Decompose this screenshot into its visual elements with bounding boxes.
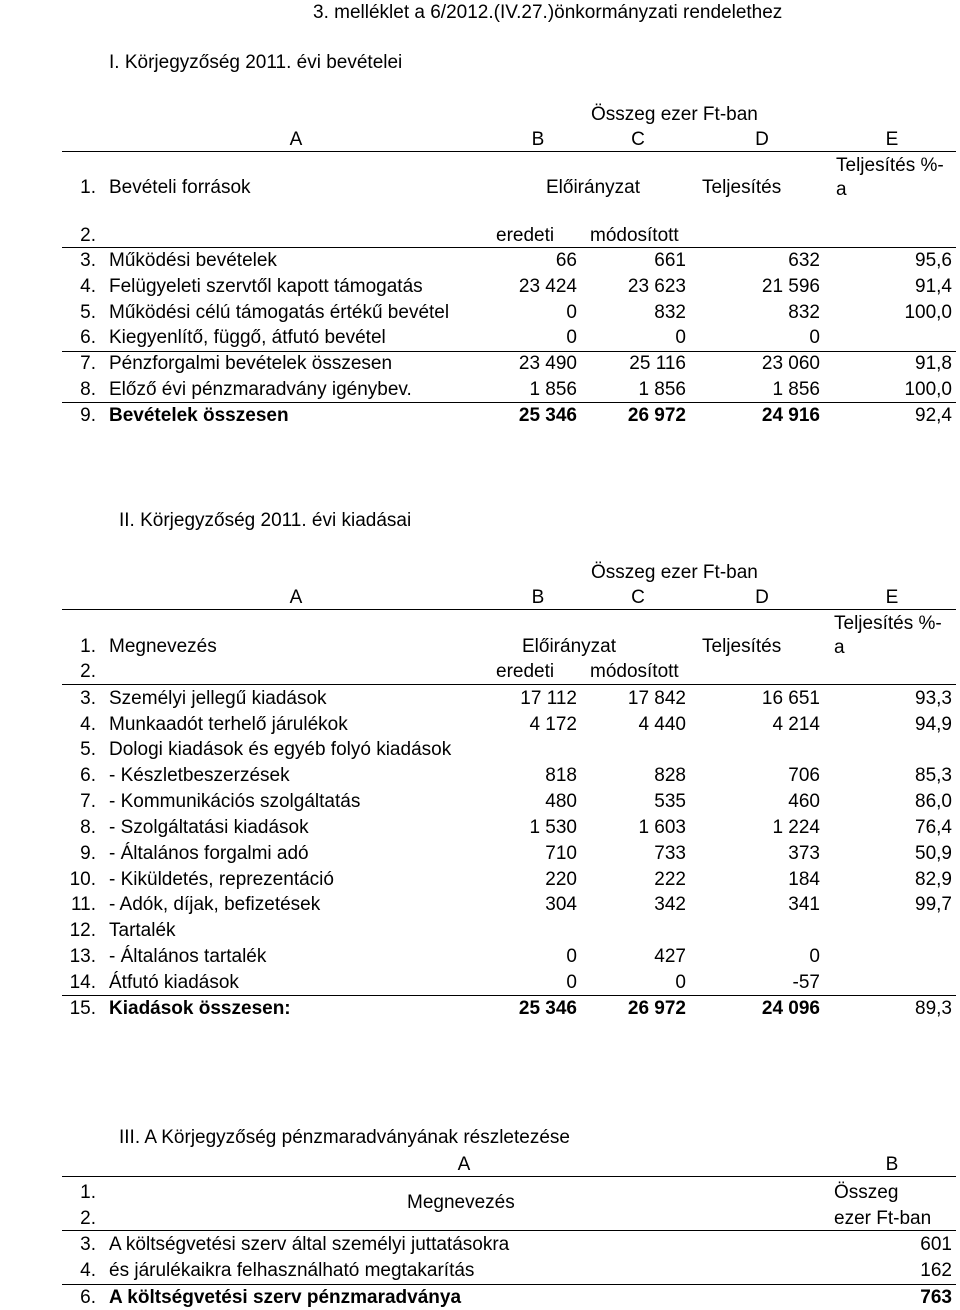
row-number: 9. <box>80 405 96 426</box>
row-label: Előző évi pénzmaradvány igénybev. <box>109 379 412 400</box>
amount-value: 601 <box>920 1234 952 1255</box>
row-number: 6. <box>80 1287 96 1308</box>
modified-value: 26 972 <box>627 405 686 426</box>
plan-header: Előirányzat <box>546 177 640 198</box>
original-value: 304 <box>545 894 577 915</box>
row-label: Tartalék <box>109 920 176 941</box>
modified-value: 1 856 <box>638 379 686 400</box>
original-value: 23 490 <box>518 353 577 374</box>
original-value: 220 <box>545 869 577 890</box>
section2-amount-caption: Összeg ezer Ft-ban <box>591 562 758 583</box>
plan-header: Előirányzat <box>522 636 616 657</box>
section2-divider <box>62 609 956 610</box>
done-value: 21 596 <box>761 276 820 297</box>
column-label: Megnevezés <box>109 636 217 657</box>
modified-header: módosított <box>590 225 679 246</box>
column-label: Megnevezés <box>407 1192 515 1213</box>
modified-value: 661 <box>654 250 686 271</box>
original-value: 23 424 <box>518 276 577 297</box>
pct-value: 91,8 <box>915 353 952 374</box>
done-value: -57 <box>792 972 820 993</box>
row-number: 6. <box>80 765 96 786</box>
col-letter-b: B <box>531 587 545 608</box>
col-letter-e: E <box>885 129 899 150</box>
modified-value: 222 <box>654 869 686 890</box>
pct-value: 99,7 <box>915 894 952 915</box>
col-letter-b: B <box>531 129 545 150</box>
row-label: Működési célú támogatás értékű bevétel <box>109 302 450 323</box>
row-number: 2. <box>80 661 96 682</box>
modified-value: 26 972 <box>627 998 686 1019</box>
row-label: Felügyeleti szervtől kapott támogatás <box>109 276 423 297</box>
row-number: 4. <box>80 276 96 297</box>
row-number: 9. <box>80 843 96 864</box>
row-label: Pénzforgalmi bevételek összesen <box>109 353 393 374</box>
amount-header-line1: Összeg <box>834 1182 899 1203</box>
pct-header-line2: a <box>836 179 847 200</box>
original-value: 25 346 <box>518 405 577 426</box>
modified-value: 17 842 <box>627 688 686 709</box>
original-value: 710 <box>545 843 577 864</box>
row-label: - Készletbeszerzések <box>109 765 290 786</box>
row-number: 8. <box>80 817 96 838</box>
row-number: 3. <box>80 688 96 709</box>
original-value: 17 112 <box>520 688 577 709</box>
section1-amount-caption: Összeg ezer Ft-ban <box>591 104 758 125</box>
row-label: Kiadások összesen: <box>109 998 291 1019</box>
amount-header-line2: ezer Ft-ban <box>834 1208 932 1229</box>
row-number: 14. <box>69 972 96 993</box>
modified-header: módosított <box>590 661 679 682</box>
row-number: 7. <box>80 353 96 374</box>
pct-value: 92,4 <box>915 405 952 426</box>
pct-value: 100,0 <box>904 302 952 323</box>
row-number: 12. <box>69 920 96 941</box>
original-value: 0 <box>566 302 577 323</box>
section2-title: II. Körjegyzőség 2011. évi kiadásai <box>119 510 412 531</box>
done-value: 0 <box>809 946 820 967</box>
original-value: 66 <box>555 250 577 271</box>
pct-header-line2: a <box>834 637 845 658</box>
section3-divider <box>62 1176 956 1177</box>
row-label: Dologi kiadások és egyéb folyó kiadások <box>109 739 452 760</box>
done-value: 4 214 <box>772 714 820 735</box>
row-label: Kiegyenlítő, függő, átfutó bevétel <box>109 327 386 348</box>
col-letter-d: D <box>755 129 769 150</box>
section3-header-divider <box>62 1230 956 1231</box>
row-number: 1. <box>80 636 96 657</box>
row-number: 7. <box>80 791 96 812</box>
done-value: 0 <box>809 327 820 348</box>
row-label: A költségvetési szerv által személyi juttatásokra <box>109 1234 510 1255</box>
row-number: 4. <box>80 1260 96 1281</box>
pct-value: 91,4 <box>915 276 952 297</box>
done-value: 184 <box>788 869 820 890</box>
pct-value: 93,3 <box>915 688 952 709</box>
col-letter-c: C <box>631 587 645 608</box>
document-header: 3. melléklet a 6/2012.(IV.27.)önkormányzati rendelethez <box>313 2 783 23</box>
original-value: 480 <box>545 791 577 812</box>
done-value: 341 <box>788 894 820 915</box>
modified-value: 535 <box>654 791 686 812</box>
row-label: - Szolgáltatási kiadások <box>109 817 309 838</box>
pct-value: 85,3 <box>915 765 952 786</box>
col-letter-c: C <box>631 129 645 150</box>
row-label: A költségvetési szerv pénzmaradványa <box>109 1287 462 1308</box>
col-letter-b: B <box>885 1154 899 1175</box>
row-label: Személyi jellegű kiadások <box>109 688 327 709</box>
section3-total-divider <box>62 1284 956 1285</box>
original-value: 0 <box>566 946 577 967</box>
row-label: - Adók, díjak, befizetések <box>109 894 321 915</box>
done-value: 632 <box>788 250 820 271</box>
pct-value: 89,3 <box>915 998 952 1019</box>
row-number: 1. <box>80 177 96 198</box>
original-value: 0 <box>566 327 577 348</box>
done-header: Teljesítés <box>702 636 782 657</box>
done-value: 24 916 <box>761 405 820 426</box>
col-letter-a: A <box>289 129 303 150</box>
done-value: 16 651 <box>761 688 820 709</box>
row-number: 3. <box>80 1234 96 1255</box>
modified-value: 733 <box>654 843 686 864</box>
col-letter-d: D <box>755 587 769 608</box>
row-number: 1. <box>80 1182 96 1203</box>
modified-value: 23 623 <box>627 276 686 297</box>
row-label: Bevételek összesen <box>109 405 289 426</box>
col-letter-a: A <box>289 587 303 608</box>
row-label: - Általános forgalmi adó <box>109 843 309 864</box>
modified-value: 1 603 <box>638 817 686 838</box>
pct-value: 50,9 <box>915 843 952 864</box>
row-number: 5. <box>80 302 96 323</box>
original-header: eredeti <box>496 661 555 682</box>
original-value: 1 856 <box>529 379 577 400</box>
pct-value: 86,0 <box>915 791 952 812</box>
done-value: 373 <box>788 843 820 864</box>
modified-value: 427 <box>654 946 686 967</box>
row-label: - Kommunikációs szolgáltatás <box>109 791 361 812</box>
original-header: eredeti <box>496 225 555 246</box>
section1-divider <box>62 151 956 152</box>
pct-header-line1: Teljesítés %- <box>836 155 944 176</box>
pct-header-line1: Teljesítés %- <box>834 613 942 634</box>
done-value: 706 <box>788 765 820 786</box>
row-number: 8. <box>80 379 96 400</box>
row-number: 15. <box>69 998 96 1019</box>
amount-value: 763 <box>920 1287 952 1308</box>
original-value: 25 346 <box>518 998 577 1019</box>
done-value: 24 096 <box>761 998 820 1019</box>
row-number: 4. <box>80 714 96 735</box>
done-value: 1 224 <box>772 817 820 838</box>
done-value: 460 <box>788 791 820 812</box>
section1-header-divider <box>62 247 956 248</box>
row-label: Munkaadót terhelő járulékok <box>109 714 348 735</box>
row-number: 6. <box>80 327 96 348</box>
section2-header-divider <box>62 684 956 685</box>
section2-total-divider <box>62 995 956 996</box>
original-value: 818 <box>545 765 577 786</box>
modified-value: 828 <box>654 765 686 786</box>
pct-value: 100,0 <box>904 379 952 400</box>
section1-total-divider <box>62 402 956 403</box>
done-value: 832 <box>788 302 820 323</box>
row-number: 13. <box>69 946 96 967</box>
section1-subtotal-divider <box>62 351 956 352</box>
col-letter-a: A <box>457 1154 471 1175</box>
row-number: 11. <box>70 894 96 915</box>
modified-value: 342 <box>654 894 686 915</box>
row-label: - Általános tartalék <box>109 946 267 967</box>
modified-value: 4 440 <box>638 714 686 735</box>
section1-title: I. Körjegyzőség 2011. évi bevételei <box>109 52 403 73</box>
original-value: 1 530 <box>529 817 577 838</box>
row-label: Működési bevételek <box>109 250 277 271</box>
row-number: 5. <box>80 739 96 760</box>
done-value: 1 856 <box>772 379 820 400</box>
modified-value: 25 116 <box>629 353 686 374</box>
modified-value: 832 <box>654 302 686 323</box>
amount-value: 162 <box>920 1260 952 1281</box>
pct-value: 82,9 <box>915 869 952 890</box>
original-value: 0 <box>566 972 577 993</box>
modified-value: 0 <box>675 972 686 993</box>
pct-value: 95,6 <box>915 250 952 271</box>
row-number: 2. <box>80 1208 96 1229</box>
column-label: Bevételi források <box>109 177 251 198</box>
row-number: 10. <box>69 869 96 890</box>
pct-value: 76,4 <box>915 817 952 838</box>
col-letter-e: E <box>885 587 899 608</box>
original-value: 4 172 <box>529 714 577 735</box>
done-header: Teljesítés <box>702 177 782 198</box>
pct-value: 94,9 <box>915 714 952 735</box>
row-label: és járulékaikra felhasználható megtakarítás <box>109 1260 475 1281</box>
row-number: 3. <box>80 250 96 271</box>
modified-value: 0 <box>675 327 686 348</box>
row-number: 2. <box>80 225 96 246</box>
done-value: 23 060 <box>761 353 820 374</box>
section3-title: III. A Körjegyzőség pénzmaradványának részletezése <box>119 1127 570 1148</box>
row-label: Átfutó kiadások <box>109 972 239 993</box>
row-label: - Kiküldetés, reprezentáció <box>109 869 334 890</box>
